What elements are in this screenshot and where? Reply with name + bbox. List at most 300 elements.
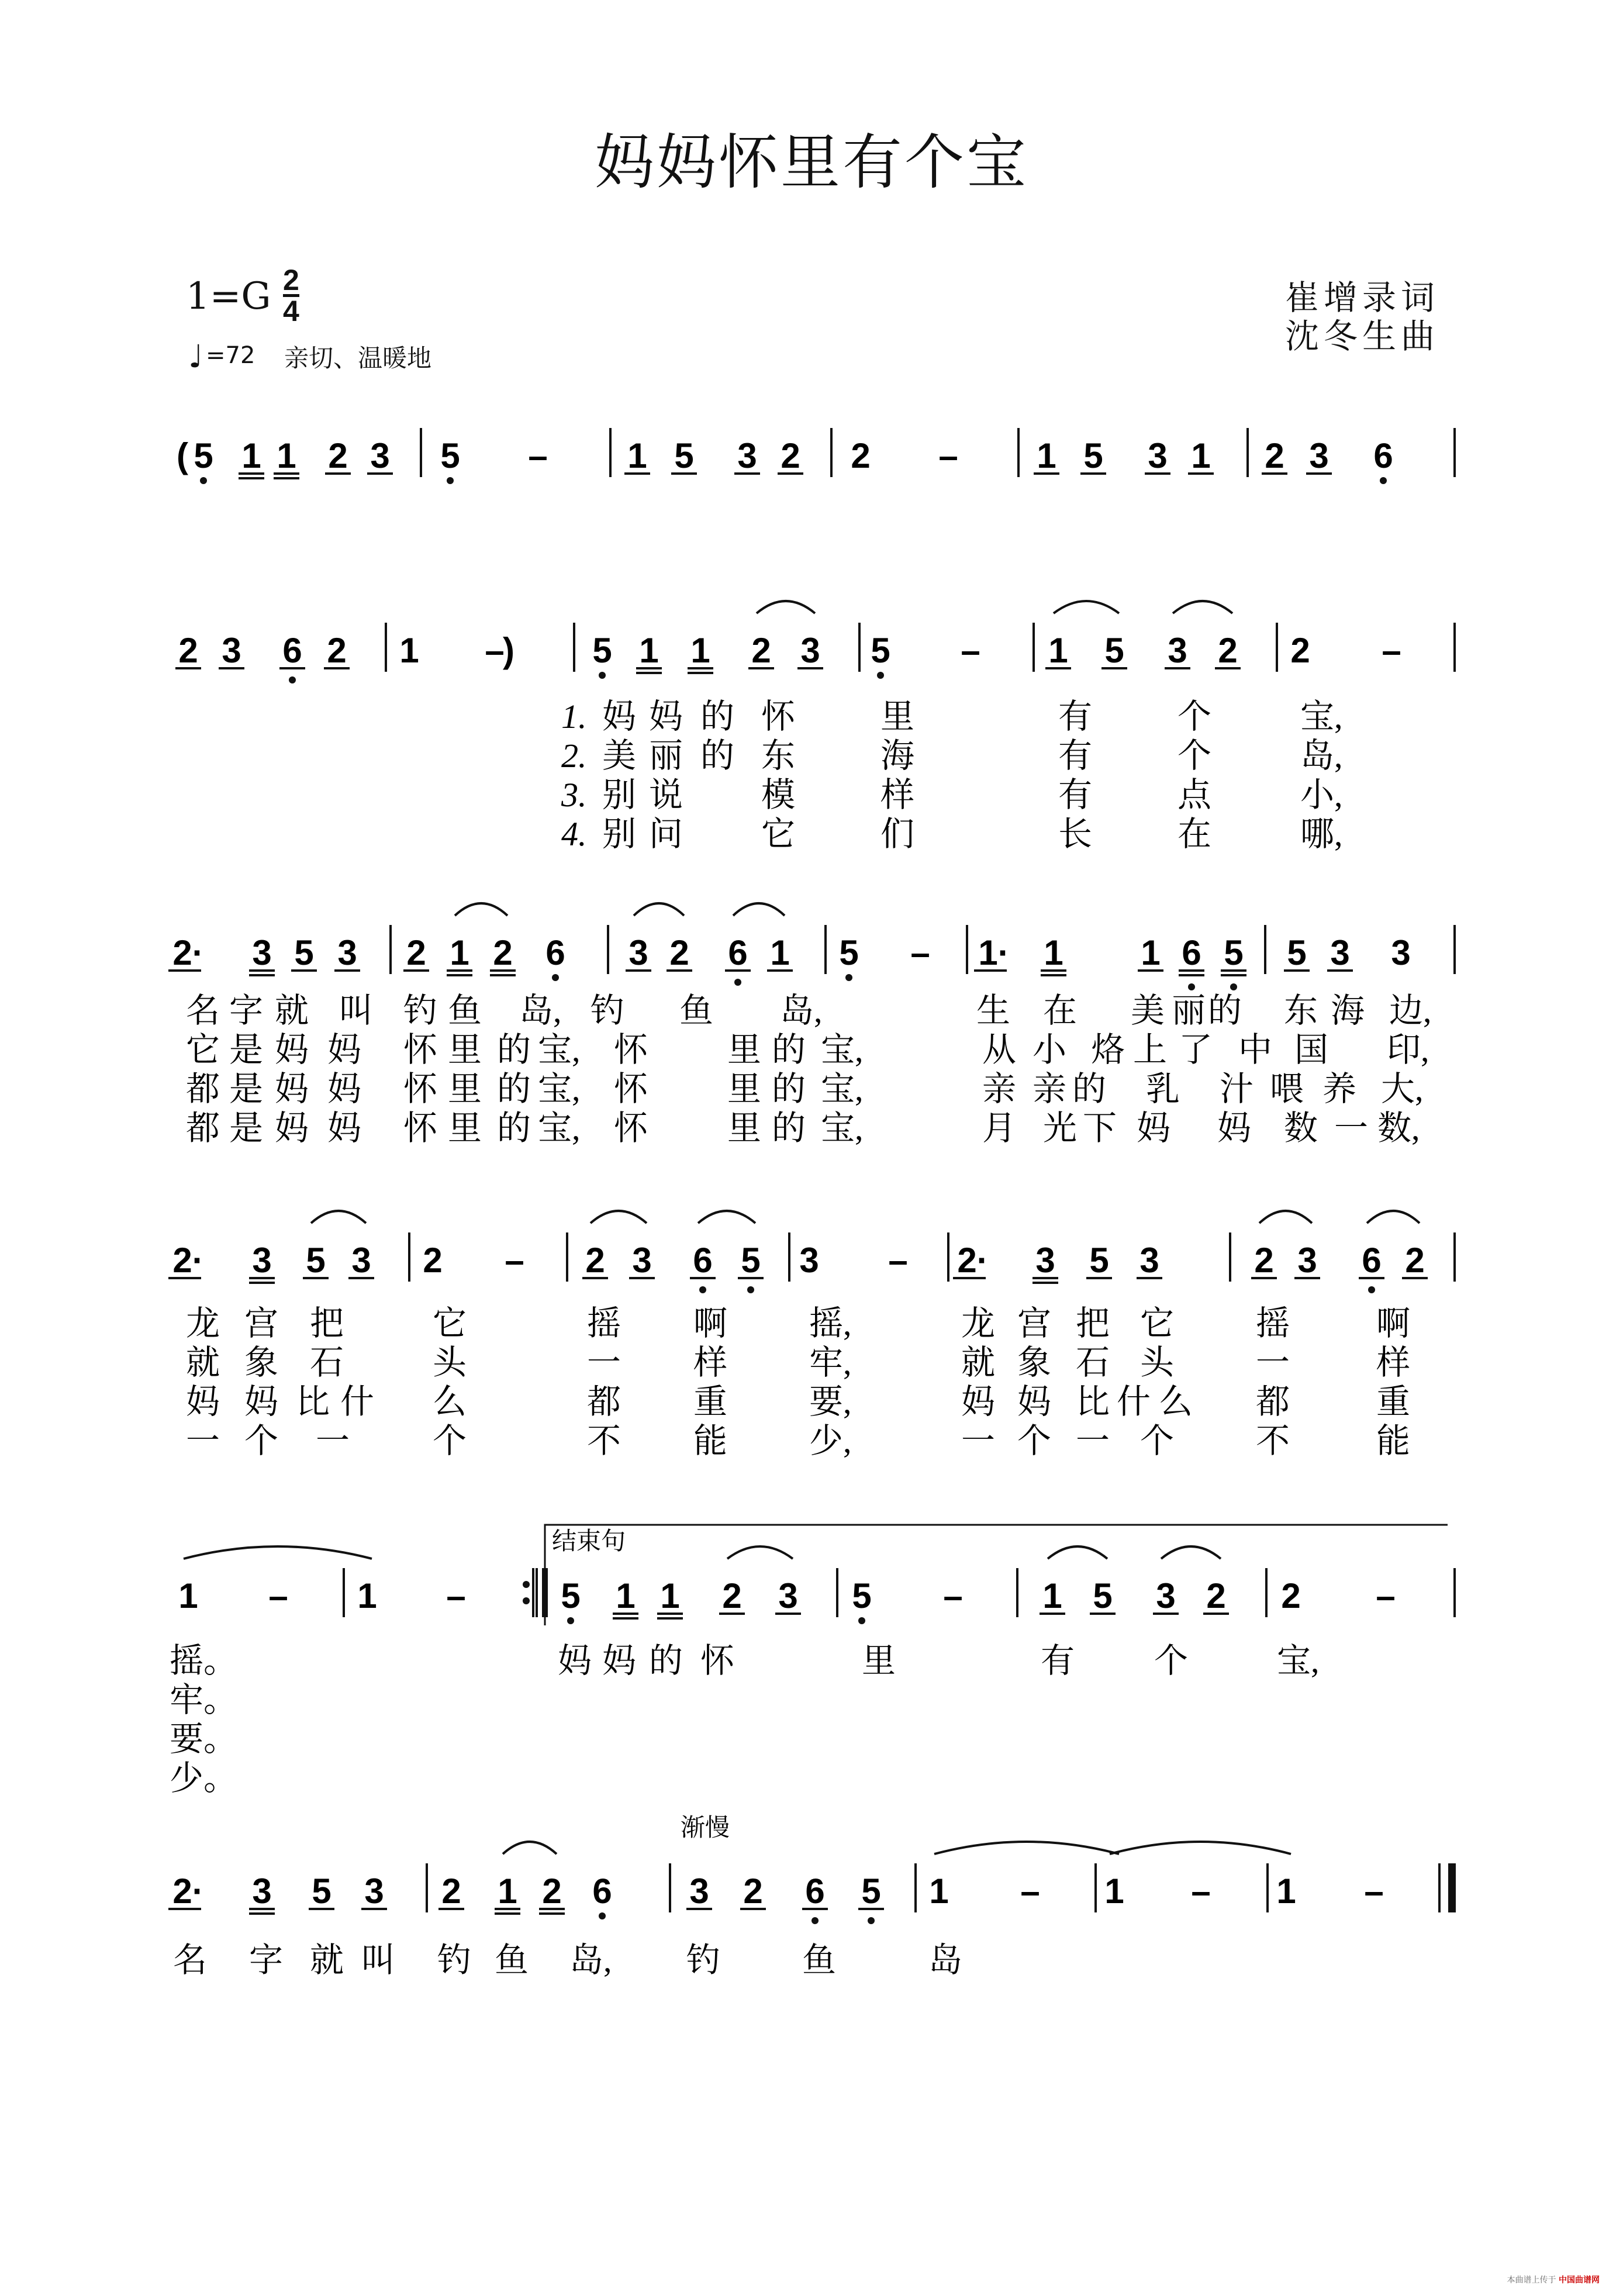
lyric: 里 — [448, 1070, 482, 1108]
slur — [727, 1546, 793, 1559]
lyric: 龙 — [186, 1304, 220, 1342]
composer-credit: 沈冬生曲 — [1285, 316, 1440, 356]
lyric: 问 — [649, 815, 683, 853]
lyric: 一 — [316, 1422, 350, 1460]
note: 2 — [781, 436, 800, 475]
lyric: 么 — [1159, 1383, 1193, 1421]
lyric: 在 — [1043, 992, 1078, 1030]
note: 5 — [1104, 631, 1124, 670]
lyric: 烙 — [1091, 1031, 1125, 1069]
lyric: 妈 — [327, 1070, 362, 1108]
note: 1 — [690, 631, 710, 670]
note: 2 — [1405, 1241, 1425, 1280]
note: 5 — [294, 933, 314, 972]
note: 5 — [741, 1241, 761, 1280]
lyric: 能 — [693, 1422, 728, 1460]
note: 1 — [241, 436, 261, 475]
note: 5 — [592, 631, 612, 670]
note: 2 — [328, 436, 348, 475]
lyric: 怀 — [403, 1031, 438, 1069]
lower-octave-dot — [599, 1912, 606, 1919]
footer-watermark — [1507, 2274, 1600, 2285]
lower-octave-dot — [868, 1917, 875, 1924]
lyric: 的 — [497, 1070, 531, 1108]
lyric: 龙 — [961, 1304, 996, 1342]
lyric: 的 — [772, 1070, 806, 1108]
note: 5 — [871, 631, 890, 670]
note: 5 — [674, 436, 694, 475]
note: 2 — [1254, 1241, 1274, 1280]
note: 6 — [728, 933, 748, 972]
note: 2 — [327, 631, 347, 670]
lyric: 的 — [1208, 992, 1242, 1030]
note: 3 — [1156, 1576, 1176, 1615]
lyric: 不 — [587, 1422, 621, 1460]
lyric: 的 — [700, 698, 735, 736]
note: 3 — [778, 1576, 798, 1615]
note: – — [943, 1576, 963, 1615]
lyric: 哪, — [1300, 815, 1343, 853]
key-signature: 1=G — [186, 275, 271, 318]
lyric: 怀 — [403, 1070, 438, 1108]
note: 2 — [585, 1241, 605, 1280]
lyric: 宫 — [1017, 1304, 1052, 1342]
note: 5 — [561, 1576, 581, 1615]
lyric: 都 — [587, 1383, 621, 1421]
note: 6 — [1362, 1241, 1382, 1280]
note: 1 — [929, 1872, 949, 1911]
note: 3 — [1297, 1241, 1317, 1280]
slur — [1054, 601, 1119, 613]
lyric: 妈 — [1217, 1109, 1252, 1147]
lyric: 国 — [1294, 1031, 1329, 1069]
lyric: 模 — [761, 776, 796, 814]
lyric: 的 — [700, 737, 735, 775]
lower-octave-dot — [699, 1286, 706, 1293]
lyric: 么 — [433, 1383, 467, 1421]
lower-octave-dot — [845, 974, 852, 981]
note: 2 — [542, 1872, 562, 1911]
lyric: 宝, — [538, 1070, 581, 1108]
lyric: 怀 — [614, 1070, 648, 1108]
note: 5 — [1083, 436, 1103, 475]
lyric: 要, — [809, 1383, 852, 1421]
note: 6 — [1182, 933, 1201, 972]
note: 6 — [1373, 436, 1393, 475]
slur — [733, 903, 785, 916]
note: 1 — [1141, 933, 1161, 972]
lyric: 少, — [809, 1422, 852, 1460]
lyric: 下 — [1083, 1109, 1117, 1147]
lyric: 岛, — [1300, 737, 1343, 775]
lyric: 小 — [1032, 1031, 1067, 1069]
lyric: 上 — [1133, 1031, 1168, 1069]
lower-octave-dot — [858, 1617, 865, 1624]
lyric: 名 — [186, 992, 220, 1030]
note: 1 — [616, 1576, 636, 1615]
note: – — [505, 1241, 524, 1280]
note: 2 — [1290, 631, 1310, 670]
lyric: 象 — [1017, 1344, 1052, 1382]
lyric: 里 — [448, 1109, 482, 1147]
lyric: 一 — [961, 1422, 996, 1460]
slur — [698, 1211, 755, 1223]
lyric: 印, — [1387, 1031, 1429, 1069]
lyric: 比 — [296, 1383, 330, 1421]
lyric: 摇, — [809, 1304, 852, 1342]
lyric: 有 — [1058, 776, 1093, 814]
repeat-dot — [523, 1597, 530, 1604]
slur — [1110, 1842, 1291, 1854]
lyric: 里 — [880, 698, 915, 736]
lyric: 它 — [761, 815, 796, 853]
note: 3 — [799, 1241, 819, 1280]
note: 3 — [737, 436, 757, 475]
lyric: 亲 — [1032, 1070, 1067, 1108]
slur — [757, 601, 815, 613]
lyric: 啊 — [1376, 1304, 1411, 1342]
note: 5 — [839, 933, 859, 972]
lyric: 在 — [1177, 815, 1212, 853]
lyric: 宝, — [821, 1031, 864, 1069]
lyric: 样 — [1376, 1344, 1411, 1382]
note: 1 — [357, 1576, 377, 1615]
note: 5 — [194, 436, 213, 475]
lyric: 长 — [1058, 815, 1093, 853]
note: – — [1364, 1872, 1384, 1911]
note: 3 — [364, 1872, 384, 1911]
score-body — [168, 428, 1455, 1979]
lyric: 妈 — [961, 1383, 996, 1421]
note: 5 — [852, 1576, 872, 1615]
note: 6 — [545, 933, 565, 972]
lyric: 不 — [1256, 1422, 1290, 1460]
note: 2 — [669, 933, 689, 972]
footer-brand: 中国曲谱网 — [1559, 2276, 1600, 2285]
lyric: 岛, — [780, 992, 823, 1030]
lyric: 钓 — [437, 1941, 472, 1979]
lyric: 叫 — [339, 992, 374, 1030]
lyric: 数 — [1284, 1109, 1318, 1147]
lyric: 一 — [1256, 1344, 1290, 1382]
lyric: 的 — [1072, 1070, 1107, 1108]
lyric: 1. — [561, 698, 587, 736]
lyric: 2. — [561, 737, 587, 775]
lyric: 什 — [1117, 1383, 1151, 1421]
note: 1 — [627, 436, 647, 475]
note: 1 — [1042, 1576, 1062, 1615]
lyric: 要。 — [170, 1720, 238, 1758]
slur — [503, 1842, 557, 1854]
lyric: 怀 — [761, 698, 796, 736]
lyric: 把 — [310, 1304, 344, 1342]
note: – — [1191, 1872, 1211, 1911]
lyric: 摇 — [587, 1304, 621, 1342]
lyric: 怀 — [614, 1031, 648, 1069]
lyric: 就 — [186, 1344, 220, 1382]
lyric: 它 — [1140, 1304, 1175, 1342]
note: 3 — [222, 631, 241, 670]
slur — [934, 1842, 1119, 1854]
lyric: 妈 — [602, 698, 637, 736]
lyric: 4. — [561, 815, 587, 853]
quarter-note-icon: ♩ — [188, 338, 203, 375]
lyric: 名 — [173, 1941, 208, 1979]
slur — [1259, 1211, 1312, 1223]
note: 3 — [252, 1241, 272, 1280]
lyric: 一 — [1076, 1422, 1110, 1460]
lyric: 叫 — [361, 1941, 396, 1979]
lower-octave-dot — [877, 672, 884, 679]
note: 2 — [1281, 1576, 1301, 1615]
lyric: 把 — [1076, 1304, 1110, 1342]
lower-octave-dot — [200, 477, 207, 484]
lyric: 妈 — [327, 1031, 362, 1069]
note: 5 — [861, 1872, 881, 1911]
note: 2 — [851, 436, 871, 475]
note: 1 — [1044, 933, 1063, 972]
note: 1 — [277, 436, 296, 475]
lyric: 就 — [275, 992, 309, 1030]
lyric: 东 — [761, 737, 796, 775]
lyric: 养 — [1322, 1070, 1357, 1108]
lyric: 岛 — [928, 1941, 963, 1979]
lyric: 鱼 — [495, 1941, 529, 1979]
lyric: 说 — [649, 776, 683, 814]
ending-label: 结束句 — [552, 1527, 626, 1555]
note: 3 — [370, 436, 390, 475]
lower-octave-dot — [1230, 983, 1237, 990]
lyric: 个 — [1017, 1422, 1052, 1460]
system-line — [175, 623, 1455, 853]
lyric: 一 — [587, 1344, 621, 1382]
note: – — [1382, 631, 1401, 670]
lyric: 里 — [448, 1031, 482, 1069]
note: 2 — [493, 933, 513, 972]
note: – — [1376, 1576, 1396, 1615]
lyric: 的 — [772, 1031, 806, 1069]
song-title: 妈妈怀里有个宝 — [595, 128, 1028, 198]
system-line — [168, 925, 1455, 1147]
lyric: 妈 — [275, 1070, 309, 1108]
lyric: 石 — [310, 1344, 344, 1382]
lyric: 海 — [1331, 992, 1365, 1030]
lyric: 它 — [186, 1031, 220, 1069]
tempo-value: =72 — [206, 342, 255, 369]
note: 2 — [1265, 436, 1284, 475]
lyric: 是 — [229, 1109, 264, 1147]
tempo-expression: 亲切、温暖地 — [284, 344, 432, 372]
note: – — [938, 436, 958, 475]
lyric: 怀 — [614, 1109, 648, 1147]
note: – — [528, 436, 548, 475]
note: – — [485, 631, 505, 670]
lyric: 样 — [693, 1344, 728, 1382]
note: 5 — [440, 436, 460, 475]
lyric: 个 — [1154, 1642, 1189, 1680]
lyric: 有 — [1041, 1642, 1075, 1680]
note: 2· — [172, 933, 204, 972]
repeat-dot — [523, 1581, 530, 1588]
note: 1 — [770, 933, 790, 972]
slur — [1367, 1211, 1420, 1223]
slur — [311, 1211, 366, 1223]
ritardando-mark: 渐慢 — [681, 1814, 730, 1841]
lyric: 摇。 — [170, 1642, 238, 1680]
note: 6 — [592, 1872, 612, 1911]
note: 3 — [1035, 1241, 1055, 1280]
lower-octave-dot — [567, 1617, 574, 1624]
lyric: 鱼 — [679, 992, 714, 1030]
lyric: 别 — [602, 815, 637, 853]
note: 5 — [1224, 933, 1244, 972]
note: 3 — [1139, 1241, 1159, 1280]
lyric: 怀 — [403, 1109, 438, 1147]
lyric: 牢, — [809, 1344, 852, 1382]
lyric: 妈 — [649, 698, 683, 736]
lower-octave-dot — [1380, 477, 1387, 484]
note: 2 — [1218, 631, 1238, 670]
lyric: 妈 — [602, 1642, 637, 1680]
slur — [1048, 1546, 1107, 1559]
lyric: 一 — [186, 1422, 220, 1460]
note: 1· — [978, 933, 1010, 972]
footer-text: 本曲谱上传于 — [1507, 2276, 1556, 2285]
note: – — [910, 933, 930, 972]
lyric: 怀 — [700, 1642, 735, 1680]
time-signature-top: 2 — [283, 264, 299, 296]
lyric: 别 — [602, 776, 637, 814]
system-line — [168, 1863, 1455, 1979]
lyric: 宝, — [538, 1031, 581, 1069]
lyric: 从 — [982, 1031, 1017, 1069]
intro-open-paren: ( — [177, 436, 188, 475]
note: 2 — [406, 933, 426, 972]
lyric: 亲 — [982, 1070, 1017, 1108]
note: 2· — [172, 1872, 204, 1911]
slur — [591, 1211, 647, 1223]
note: – — [1020, 1872, 1040, 1911]
note: – — [446, 1576, 466, 1615]
lyric: 重 — [693, 1383, 728, 1421]
note: 5 — [1093, 1576, 1113, 1615]
lower-octave-dot — [811, 1917, 819, 1924]
note: 2 — [751, 631, 771, 670]
lyric: 字 — [229, 992, 264, 1030]
lyric: 3. — [561, 776, 587, 814]
lyric: 都 — [186, 1109, 220, 1147]
lyric: 有 — [1058, 698, 1093, 736]
lyric: 丽 — [649, 737, 683, 775]
lyric: 钓 — [403, 992, 438, 1030]
lyric: 牢。 — [170, 1681, 238, 1719]
lyric: 光 — [1043, 1109, 1078, 1147]
lyric: 的 — [497, 1031, 531, 1069]
intro-close-paren: ) — [503, 631, 514, 670]
note: 1 — [399, 631, 419, 670]
note: 1 — [498, 1872, 517, 1911]
note: 2 — [1206, 1576, 1226, 1615]
system-line — [168, 1232, 1455, 1460]
note: 2 — [743, 1872, 763, 1911]
note: 2 — [178, 631, 198, 670]
lyric: 美 — [1131, 992, 1165, 1030]
lyric: 头 — [433, 1344, 467, 1382]
lyric: 石 — [1076, 1344, 1110, 1382]
lyric: 什 — [340, 1383, 375, 1421]
lyric: 摇 — [1256, 1304, 1290, 1342]
note: – — [961, 631, 980, 670]
note: 1 — [660, 1576, 680, 1615]
system-line — [170, 1568, 1455, 1797]
lyric: 点 — [1177, 776, 1212, 814]
lyric: 重 — [1376, 1383, 1411, 1421]
note: 5 — [306, 1241, 326, 1280]
lyricist-credit: 崔增录词 — [1285, 278, 1440, 317]
note: 3 — [1148, 436, 1168, 475]
note: 3 — [629, 933, 648, 972]
note: 3 — [1168, 631, 1187, 670]
note: 2 — [441, 1872, 461, 1911]
lyric: 岛, — [569, 1941, 612, 1979]
lyric: 就 — [310, 1941, 344, 1979]
note: 1 — [639, 631, 659, 670]
lyric: 少。 — [170, 1759, 238, 1797]
lyric: 妈 — [186, 1383, 220, 1421]
lyric: 们 — [880, 815, 915, 853]
lyric: 是 — [229, 1031, 264, 1069]
lyric: 是 — [229, 1070, 264, 1108]
lyric: 有 — [1058, 737, 1093, 775]
note: 1 — [1191, 436, 1211, 475]
lyric: 边, — [1389, 992, 1432, 1030]
lyric: 里 — [727, 1109, 762, 1147]
lyric: 妈 — [244, 1383, 279, 1421]
lyric: 宝, — [1300, 698, 1343, 736]
note: 3 — [1391, 933, 1411, 972]
note: 2· — [957, 1241, 989, 1280]
note: 3 — [1309, 436, 1329, 475]
lower-octave-dot — [552, 974, 559, 981]
note: – — [268, 1576, 288, 1615]
note: 5 — [312, 1872, 331, 1911]
note: 2 — [722, 1576, 742, 1615]
slur — [455, 903, 507, 916]
lyric: 宝, — [538, 1109, 581, 1147]
lyric: 象 — [244, 1344, 279, 1382]
lower-octave-dot — [734, 979, 741, 986]
lyric: 了 — [1179, 1031, 1213, 1069]
lyric: 能 — [1376, 1422, 1411, 1460]
lyric: 字 — [249, 1941, 284, 1979]
lyric: 比 — [1076, 1383, 1110, 1421]
note: 6 — [282, 631, 302, 670]
lyric: 乳 — [1146, 1070, 1180, 1108]
lyric: 宫 — [244, 1304, 279, 1342]
lyric: 喂 — [1270, 1070, 1304, 1108]
lyric: 小, — [1300, 776, 1343, 814]
lyric: 妈 — [558, 1642, 592, 1680]
note: 3 — [351, 1241, 371, 1280]
note: 1 — [450, 933, 469, 972]
note: 3 — [252, 933, 272, 972]
lyric: 东 — [1284, 992, 1318, 1030]
lyric: 宝, — [821, 1109, 864, 1147]
note: – — [888, 1241, 908, 1280]
lower-octave-dot — [447, 477, 454, 484]
lyric: 岛, — [519, 992, 562, 1030]
note: 1 — [1048, 631, 1068, 670]
